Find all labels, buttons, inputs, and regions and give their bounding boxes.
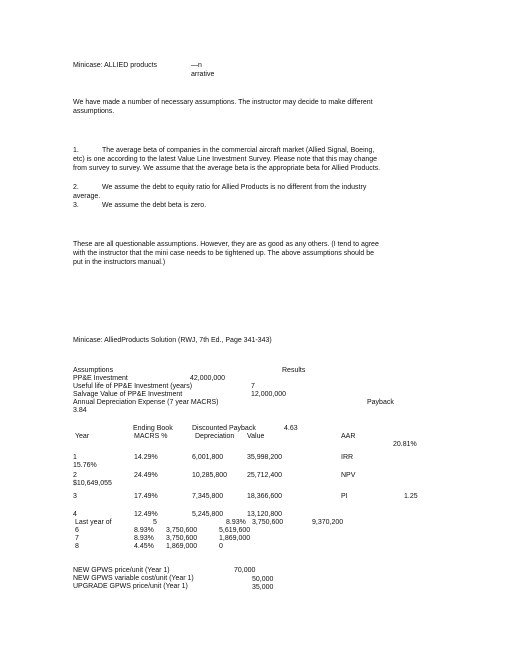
row-4-dep: 5,245,800 [192, 511, 224, 518]
ppe-label: PP&E Investment [73, 375, 128, 382]
row-3-macrs: 17.49% [134, 493, 158, 500]
row-6-year: 6 [75, 527, 79, 534]
row-3-year: 3 [73, 493, 77, 500]
row-2-dep: 10,285,800 [192, 472, 228, 479]
life-value: 7 [251, 383, 255, 390]
pi-label: PI [341, 493, 348, 500]
row-8-year: 8 [75, 543, 79, 550]
row-6-value: 5,619,600 [219, 527, 251, 534]
row-8-dep: 1,869,000 [166, 543, 198, 550]
col-value: Value [247, 433, 265, 440]
gpws-upgrade-price-label: UPGRADE GPWS price/unit (Year 1) [73, 583, 188, 590]
npv-label: NPV [341, 472, 356, 479]
gpws-upgrade-price-value: 35,000 [252, 584, 274, 591]
solution-title: Minicase: AlliedProducts Solution (RWJ, 7th Ed., Page 341-343) [73, 337, 272, 344]
gpws-new-cost-value: 50,000 [252, 576, 274, 583]
gpws-new-cost-label: NEW GPWS variable cost/unit (Year 1) [73, 575, 194, 582]
item-2-cont: average. [73, 193, 101, 200]
row-6-macrs: 8.93% [134, 527, 154, 534]
item-2-text: We assume the debt to equity ratio for Allied Products is no different from the industry [102, 184, 367, 191]
aar-value: 20.81% [393, 441, 417, 448]
npv-value: $10,649,055 [73, 480, 112, 487]
item-1-number: 1. [73, 147, 79, 154]
row-8-macrs: 4.45% [134, 543, 154, 550]
row-1-value: 35,998,200 [247, 454, 283, 461]
title-dash: —n [191, 62, 202, 69]
intro-paragraph: We have made a number of necessary assumptions. The instructor may decide to make different assumptions. [73, 99, 373, 115]
item-3-number: 3. [73, 202, 79, 209]
row-7-value: 1,869,000 [219, 535, 251, 542]
irr-value: 15.76% [73, 462, 97, 469]
row-2-value: 25,712,400 [247, 472, 283, 479]
item-1-cont: etc) is one according to the latest Value Line Investment Survey. Please note that this may change from survey to survey. We assume that the average beta is the appropriate beta for Allied Products. [73, 156, 381, 172]
col-macrs: MACRS % [134, 433, 168, 440]
row-7-year: 7 [75, 535, 79, 542]
row-7-macrs: 8.93% [134, 535, 154, 542]
row-1-macrs: 14.29% [134, 454, 158, 461]
row-1-dep: 6,001,800 [192, 454, 224, 461]
last-year-label: Last year of [75, 519, 112, 526]
last-year-macrs: 8.93% [226, 519, 246, 526]
payback-value: 3.84 [73, 407, 87, 414]
gpws-new-price-value: 70,000 [234, 567, 256, 574]
gpws-new-price-label: NEW GPWS price/unit (Year 1) [73, 567, 170, 574]
row-7-dep: 3,750,600 [166, 535, 198, 542]
annual-dep-label: Annual Depreciation Expense (7 year MACRS) [73, 399, 219, 406]
disc-payback-label: Discounted Payback [192, 425, 256, 432]
row-3-value: 18,366,600 [247, 493, 283, 500]
ending-book-header: Ending Book [133, 425, 173, 432]
results-header: Results [282, 367, 306, 374]
item-1-text: The average beta of companies in the commercial aircraft market (Allied Signal, Boeing, [102, 147, 375, 154]
title-dash-cont: arrative [191, 71, 215, 78]
last-year-num: 5 [153, 519, 157, 526]
disc-payback-value: 4.63 [284, 425, 298, 432]
irr-label: IRR [341, 454, 354, 461]
row-4-year: 4 [73, 511, 77, 518]
row-8-value: 0 [219, 543, 223, 550]
salvage-value: 12,000,000 [251, 391, 287, 398]
col-depreciation: Depreciation [195, 433, 235, 440]
item-3-text: We assume the debt beta is zero. [102, 202, 207, 209]
col-year: Year [75, 433, 90, 440]
last-year-dep: 3,750,600 [252, 519, 284, 526]
item-2-number: 2. [73, 184, 79, 191]
row-6-dep: 3,750,600 [166, 527, 198, 534]
row-2-year: 2 [73, 472, 77, 479]
salvage-label: Salvage Value of PP&E Investment [73, 391, 183, 398]
closing-paragraph: These are all questionable assumptions. However, they are as good as any others. (I tend to agree with the instructor that the mini case needs to be tightened up. The above assumptions should be put in the instructors manual.) [73, 241, 379, 266]
last-year-extra: 9,370,200 [312, 519, 344, 526]
payback-label: Payback [367, 399, 394, 406]
doc-title: Minicase: ALLIED products [73, 62, 158, 69]
row-4-value: 13,120,800 [247, 511, 283, 518]
pi-value: 1.25 [404, 493, 418, 500]
row-2-macrs: 24.49% [134, 472, 158, 479]
ppe-value: 42,000,000 [190, 375, 226, 382]
row-4-macrs: 12.49% [134, 511, 158, 518]
row-1-year: 1 [73, 454, 77, 461]
assumptions-header: Assumptions [73, 367, 114, 374]
row-3-dep: 7,345,800 [192, 493, 224, 500]
life-label: Useful life of PP&E Investment (years) [73, 383, 193, 390]
aar-label: AAR [341, 433, 356, 440]
